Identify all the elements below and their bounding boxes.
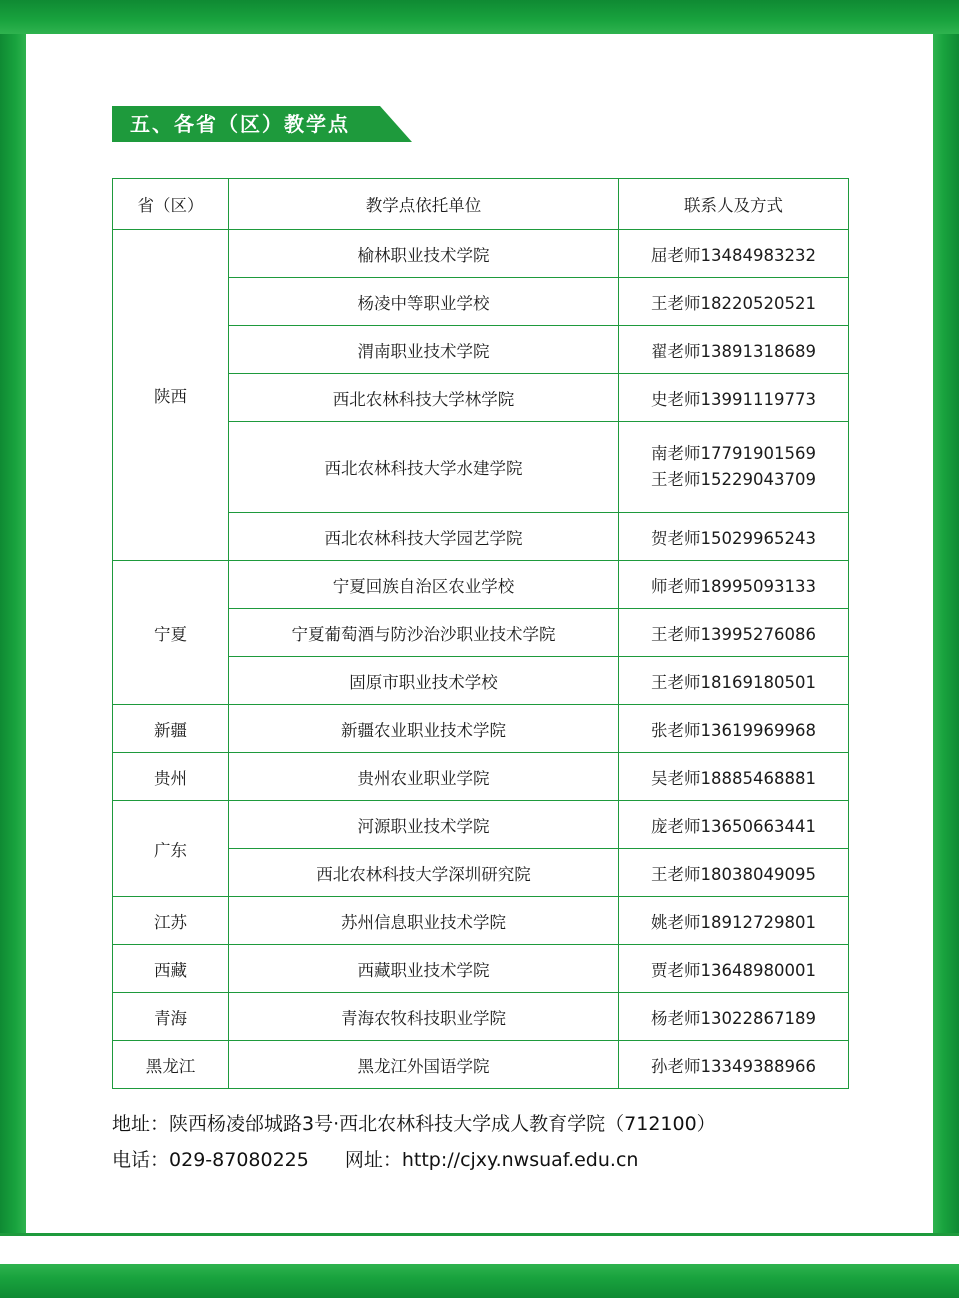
contact-line: 王老师15229043709: [651, 470, 816, 489]
table-row: [113, 561, 849, 609]
cell-contact: 王老师18169180501: [619, 657, 849, 705]
page-border-bottom: [0, 1264, 959, 1298]
section-heading-text: 五、各省（区）教学点: [130, 112, 350, 136]
table-row: [113, 705, 849, 753]
footer-phone-website-line: [112, 1142, 872, 1178]
cell-contact: 贾老师13648980001: [619, 945, 849, 993]
column-header-contact: 联系人及方式: [619, 179, 849, 230]
cell-contact: 屈老师13484983232: [619, 230, 849, 278]
cell-contact: 王老师13995276086: [619, 609, 849, 657]
contact-line: 南老师17791901569: [651, 444, 816, 464]
table-row: [113, 753, 849, 801]
footer-website-value[interactable]: http://cjxy.nwsuaf.edu.cn: [401, 1149, 639, 1172]
cell-contact: 庞老师13650663441: [619, 801, 849, 849]
footer-address-label: 地址：: [112, 1113, 170, 1135]
footer-phone-label: 电话：: [112, 1149, 170, 1172]
table-row: [113, 801, 849, 849]
cell-province: 西藏: [113, 945, 229, 993]
cell-province: 陕西: [113, 230, 229, 561]
cell-province: 江苏: [113, 897, 229, 945]
footer-address-value: 陕西杨凌邰城路3号·西北农林科技大学成人教育学院（712100）: [169, 1113, 716, 1135]
table-header-row: [113, 179, 849, 230]
cell-contact: 师老师18995093133: [619, 561, 849, 609]
cell-province: 黑龙江: [113, 1041, 229, 1089]
page-border-top: [0, 0, 959, 34]
section-heading: [112, 106, 412, 142]
cell-unit: 宁夏葡萄酒与防沙治沙职业技术学院: [229, 609, 619, 657]
footer-contact-block: [112, 1106, 872, 1178]
cell-unit: 贵州农业职业学院: [229, 753, 619, 801]
table-row: [113, 945, 849, 993]
cell-contact: 王老师18038049095: [619, 849, 849, 897]
cell-province: 新疆: [113, 705, 229, 753]
cell-contact: 张老师13619969968: [619, 705, 849, 753]
cell-unit: 河源职业技术学院: [229, 801, 619, 849]
page-border-right: [933, 0, 959, 1298]
cell-contact: [619, 422, 849, 513]
cell-unit: 青海农牧科技职业学院: [229, 993, 619, 1041]
cell-unit: 西藏职业技术学院: [229, 945, 619, 993]
cell-province: 宁夏: [113, 561, 229, 705]
cell-contact: 孙老师13349388966: [619, 1041, 849, 1089]
cell-unit: 西北农林科技大学林学院: [229, 374, 619, 422]
table-row: [113, 897, 849, 945]
cell-unit: 西北农林科技大学水建学院: [229, 422, 619, 513]
cell-province: 广东: [113, 801, 229, 897]
cell-unit: 渭南职业技术学院: [229, 326, 619, 374]
footer-phone-value: 029-87080225: [169, 1149, 309, 1172]
table-row: [113, 230, 849, 278]
table-body: [113, 230, 849, 1089]
teaching-points-table: [112, 178, 849, 1089]
footer-address-line: [112, 1106, 872, 1142]
cell-unit: 杨凌中等职业学校: [229, 278, 619, 326]
cell-unit: 固原市职业技术学校: [229, 657, 619, 705]
cell-unit: 宁夏回族自治区农业学校: [229, 561, 619, 609]
cell-unit: 榆林职业技术学院: [229, 230, 619, 278]
cell-province: 青海: [113, 993, 229, 1041]
cell-unit: 黑龙江外国语学院: [229, 1041, 619, 1089]
cell-contact: 王老师18220520521: [619, 278, 849, 326]
column-header-unit: 教学点依托单位: [229, 179, 619, 230]
cell-contact: 翟老师13891318689: [619, 326, 849, 374]
cell-unit: 西北农林科技大学园艺学院: [229, 513, 619, 561]
cell-contact: 杨老师13022867189: [619, 993, 849, 1041]
cell-unit: 西北农林科技大学深圳研究院: [229, 849, 619, 897]
table-row: [113, 1041, 849, 1089]
column-header-province: 省（区）: [113, 179, 229, 230]
cell-contact: 姚老师18912729801: [619, 897, 849, 945]
cell-unit: 新疆农业职业技术学院: [229, 705, 619, 753]
table-row: [113, 993, 849, 1041]
cell-province: 贵州: [113, 753, 229, 801]
page-border-left: [0, 0, 26, 1298]
cell-contact: 贺老师15029965243: [619, 513, 849, 561]
teaching-points-table-wrapper: [112, 178, 848, 1089]
cell-contact: 吴老师18885468881: [619, 753, 849, 801]
cell-contact: 史老师13991119773: [619, 374, 849, 422]
page-bottom-rule: [0, 1233, 959, 1264]
footer-website-label: 网址：: [344, 1149, 402, 1172]
cell-unit: 苏州信息职业技术学院: [229, 897, 619, 945]
